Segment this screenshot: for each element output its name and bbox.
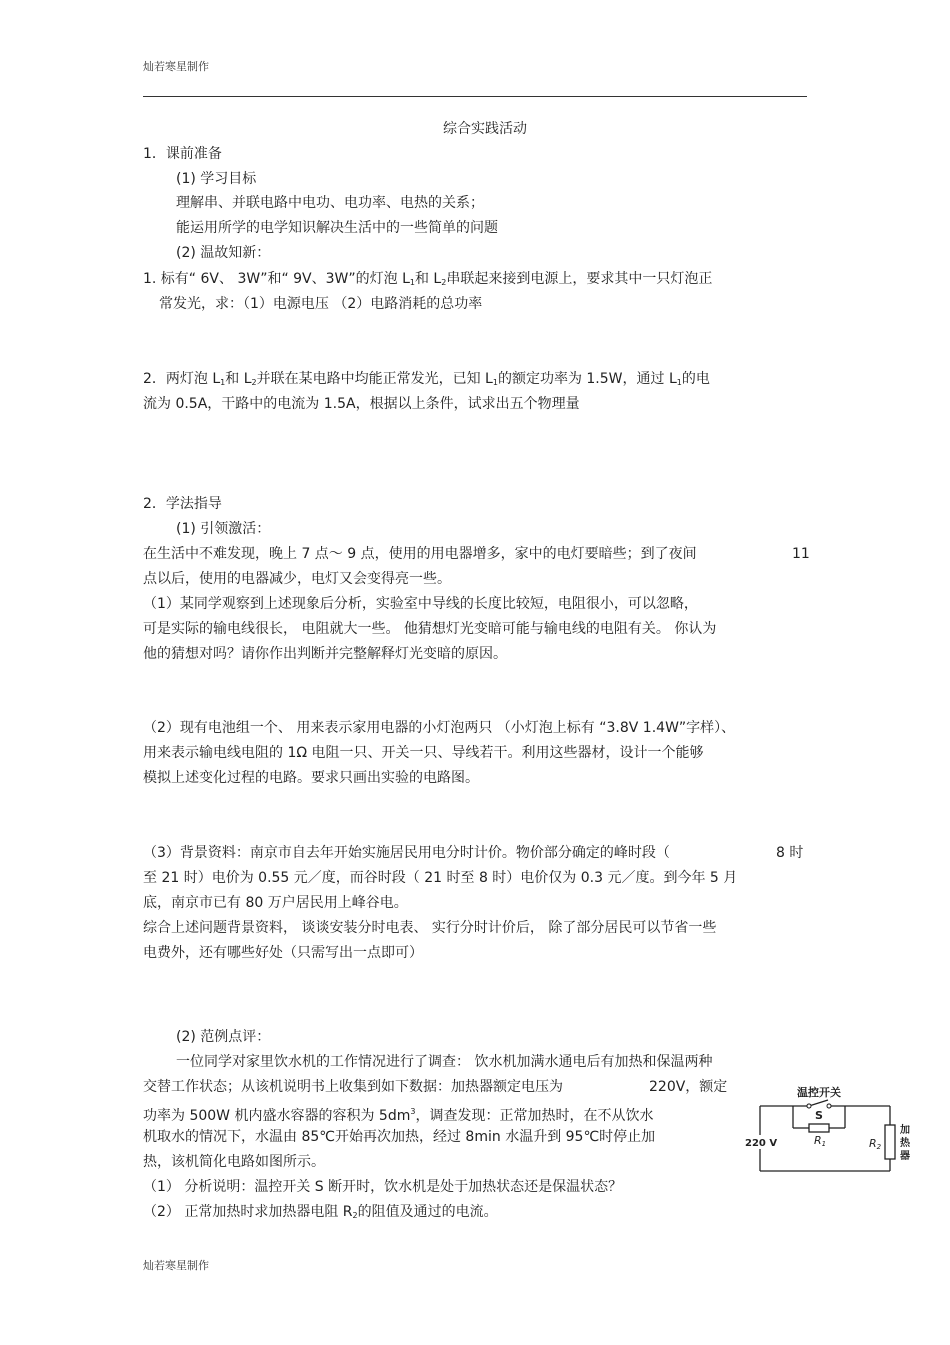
example-question-1: （1） 分析说明：温控开关 S 断开时，饮水机是处于加热状态还是保温状态？	[143, 1179, 623, 1195]
question-2-line-2: 流为 0.5A，干路中的电流为 1.5A，根据以上条件，试求出五个物理量	[143, 396, 580, 412]
question-1-line-2: 常发光，求：（1）电源电压 （2）电路消耗的总功率	[159, 296, 483, 312]
footer-maker: 灿若寒星制作	[143, 1259, 209, 1272]
part-1-label: (1) 引领激活：	[176, 521, 271, 537]
circuit-diagram	[745, 1083, 915, 1183]
item-b-line-2: 用来表示输电线电阻的 1Ω 电阻一只、开关一只、导线若干。利用这些器材，设计一个能够	[143, 745, 704, 761]
item-a-line-2: 可是实际的输电线很长， 电阻就大一些。 他猜想灯光变暗可能与输电线的电阻有关。 你认为	[143, 621, 717, 637]
example-line-2: 交替工作状态；从该机说明书上收集到如下数据：加热器额定电压为	[143, 1079, 563, 1095]
q2-text-a: 2．两灯泡 L	[143, 371, 221, 387]
q1-sub-1: 1	[409, 278, 415, 287]
example-line-3-b: ，调查发现：正常加热时，在不从饮水	[415, 1108, 654, 1124]
item-c-line-5: 电费外，还有哪些好处（只需写出一点即可）	[143, 945, 423, 961]
goal-line-2: 能运用所学的电学知识解决生活中的一些简单的问题	[176, 220, 498, 236]
example-question-2-b: 的阻值及通过的电流。	[357, 1204, 498, 1220]
item-c-line-3: 底，南京市已有 80 万户居民用上峰谷电。	[143, 895, 408, 911]
example-line-5: 热，该机简化电路如图所示。	[143, 1154, 325, 1170]
q1-sub-2: 2	[441, 278, 447, 287]
question-1-line-1	[143, 271, 712, 291]
voltage-label: 220 V	[745, 1138, 778, 1149]
item-c-line-2: 至 21 时）电价为 0.55 元／度，而谷时段（ 21 时至 8 时）电价仅为 0.3 元／度。到今年 5 月	[143, 870, 738, 886]
item-b-line-3: 模拟上述变化过程的电路。要求只画出实验的电路图。	[143, 770, 479, 786]
q2-text-d: 的额定功率为 1.5W，通过 L	[497, 371, 677, 387]
example-line-4: 机取水的情况下，水温由 85℃开始再次加热，经过 8min 水温升到 95℃时停止加	[143, 1129, 656, 1145]
example-question-2-sub: 2	[352, 1211, 358, 1220]
example-line-2-end: 220V，额定	[649, 1079, 728, 1095]
switch-contact-left-top	[807, 1104, 811, 1108]
q2-sub-4: 1	[676, 378, 682, 387]
part-1-line-2: 点以后，使用的电器减少，电灯又会变得亮一些。	[143, 571, 451, 587]
example-question-2	[143, 1204, 498, 1224]
q2-text-e: 的电	[681, 371, 710, 387]
s-label: S	[815, 1109, 823, 1122]
review-label: (2) 温故知新：	[176, 245, 271, 261]
q2-text-c: 并联在某电路中均能正常发光，已知 L	[256, 371, 493, 387]
part-1-line-1-end: 11	[792, 546, 810, 562]
item-a-line-3: 他的猜想对吗？请你作出判断并完整解释灯光变暗的原因。	[143, 646, 507, 662]
part-2-label: (2) 范例点评：	[176, 1029, 271, 1045]
heater-char-2: 热	[900, 1138, 910, 1149]
item-a-line-1: （1）某同学观察到上述现象后分析，实验室中导线的长度比较短，电阻很小，可以忽略，	[143, 596, 698, 612]
page-title: 综合实践活动	[443, 121, 527, 137]
heater-char-3: 器	[900, 1151, 910, 1162]
header-rule	[143, 96, 807, 97]
question-2-line-1	[143, 371, 710, 391]
item-c-line-1: （3）背景资料：南京市自去年开始实施居民用电分时计价。物价部分确定的峰时段（	[143, 845, 670, 861]
r1-resistor	[809, 1124, 829, 1132]
q1-text-a: 1. 标有“ 6V、 3W”和“ 9V、3W”的灯泡 L	[143, 271, 410, 287]
item-b-line-1: （2）现有电池组一个、 用来表示家用电器的小灯泡两只 （小灯泡上标有 “3.8V 1.4W”字样）、	[143, 720, 736, 736]
q2-sub-2: 2	[251, 378, 257, 387]
r2-resistor	[885, 1125, 895, 1159]
item-c-line-1-end: 8 时	[776, 845, 804, 861]
goal-label: (1) 学习目标	[176, 171, 257, 187]
example-line-3-a: 功率为 500W 机内盛水容器的容积为 5dm	[143, 1108, 411, 1124]
q2-text-b: 和 L	[225, 371, 252, 387]
section-1-heading: 1．课前准备	[143, 146, 222, 162]
r2-label: R2	[869, 1137, 882, 1151]
example-line-3	[143, 1104, 653, 1124]
heater-char-1: 加	[900, 1125, 910, 1136]
example-line-3-sup: 3	[410, 1107, 416, 1116]
switch-label: 温控开关	[797, 1086, 841, 1099]
example-line-1: 一位同学对家里饮水机的工作情况进行了调查： 饮水机加满水通电后有加热和保温两种	[176, 1054, 713, 1070]
part-1-line-1: 在生活中不难发现，晚上 7 点～ 9 点，使用的用电器增多，家中的电灯要暗些；到了夜间	[143, 546, 697, 562]
example-question-2-a: （2） 正常加热时求加热器电阻 R	[143, 1204, 353, 1220]
item-c-line-4: 综合上述问题背景资料， 谈谈安装分时电表、 实行分时计价后， 除了部分居民可以节省一些	[143, 920, 717, 936]
q1-text-c: 串联起来接到电源上，要求其中一只灯泡正	[446, 271, 713, 287]
q2-sub-1: 1	[220, 378, 226, 387]
section-2-heading: 2．学法指导	[143, 496, 222, 512]
switch-contact-right-top	[827, 1104, 831, 1108]
q2-sub-3: 1	[492, 378, 498, 387]
goal-line-1: 理解串、并联电路中电功、电功率、电热的关系；	[176, 195, 484, 211]
q1-text-b: 和 L	[414, 271, 442, 287]
header-maker: 灿若寒星制作	[143, 60, 209, 73]
r1-label: R1	[814, 1134, 827, 1148]
